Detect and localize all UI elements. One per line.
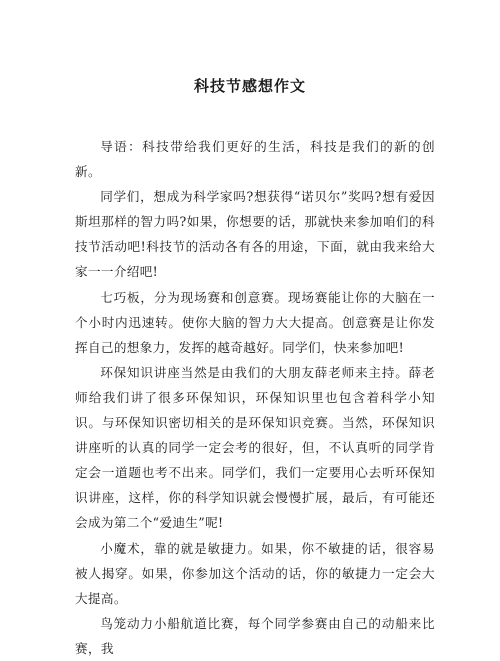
- paragraph: 七巧板，分为现场赛和创意赛。现场赛能让你的大脑在一个小时内迅速转。使你大脑的智力大大提高。创意赛是让你发挥自己的想象力，发挥的越奇越好。同学们，快来参加吧!: [75, 289, 435, 355]
- paragraph-intro: 导语：科技带给我们更好的生活，科技是我们的新的创新。: [75, 139, 435, 180]
- document-title: 科技节感想作文: [193, 77, 306, 95]
- bottom-fade: [0, 555, 500, 565]
- paragraph: 环保知识讲座当然是由我们的大朋友薛老师来主持。薛老师给我们讲了很多环保知识，环保知识里也包含着科学小知识。与环保知识密切相关的是环保知识竞赛。当然，环保知识讲座听的认真的同学一定会考的很好，但，不认真听的同学肯定会一道题也考不出来。同学们，我们一定要用心去听环保知识讲座，这样，你的科学知识就会慢慢扩展，最后，有可能还会成为第二个“爱迪生”呢!: [75, 364, 435, 531]
- paragraph-cut-off: 鸟笼动力小船航道比赛，每个同学参赛由自己的动船来比赛，我: [75, 615, 435, 656]
- paragraph: 同学们，想成为科学家吗?想获得“诺贝尔”奖吗?想有爱因斯坦那样的智力吗?如果，你想要的话，那就快来参加咱们的科技节活动吧!科技节的活动各有各的用途，下面，就由我来给大家一一介绍吧!: [75, 189, 435, 280]
- paragraph: 小魔术，靠的就是敏捷力。如果，你不敏捷的话，很容易被人揭穿。如果，你参加这个活动的话，你的敏捷力一定会大大提高。: [75, 540, 435, 606]
- document-body: [75, 134, 435, 661]
